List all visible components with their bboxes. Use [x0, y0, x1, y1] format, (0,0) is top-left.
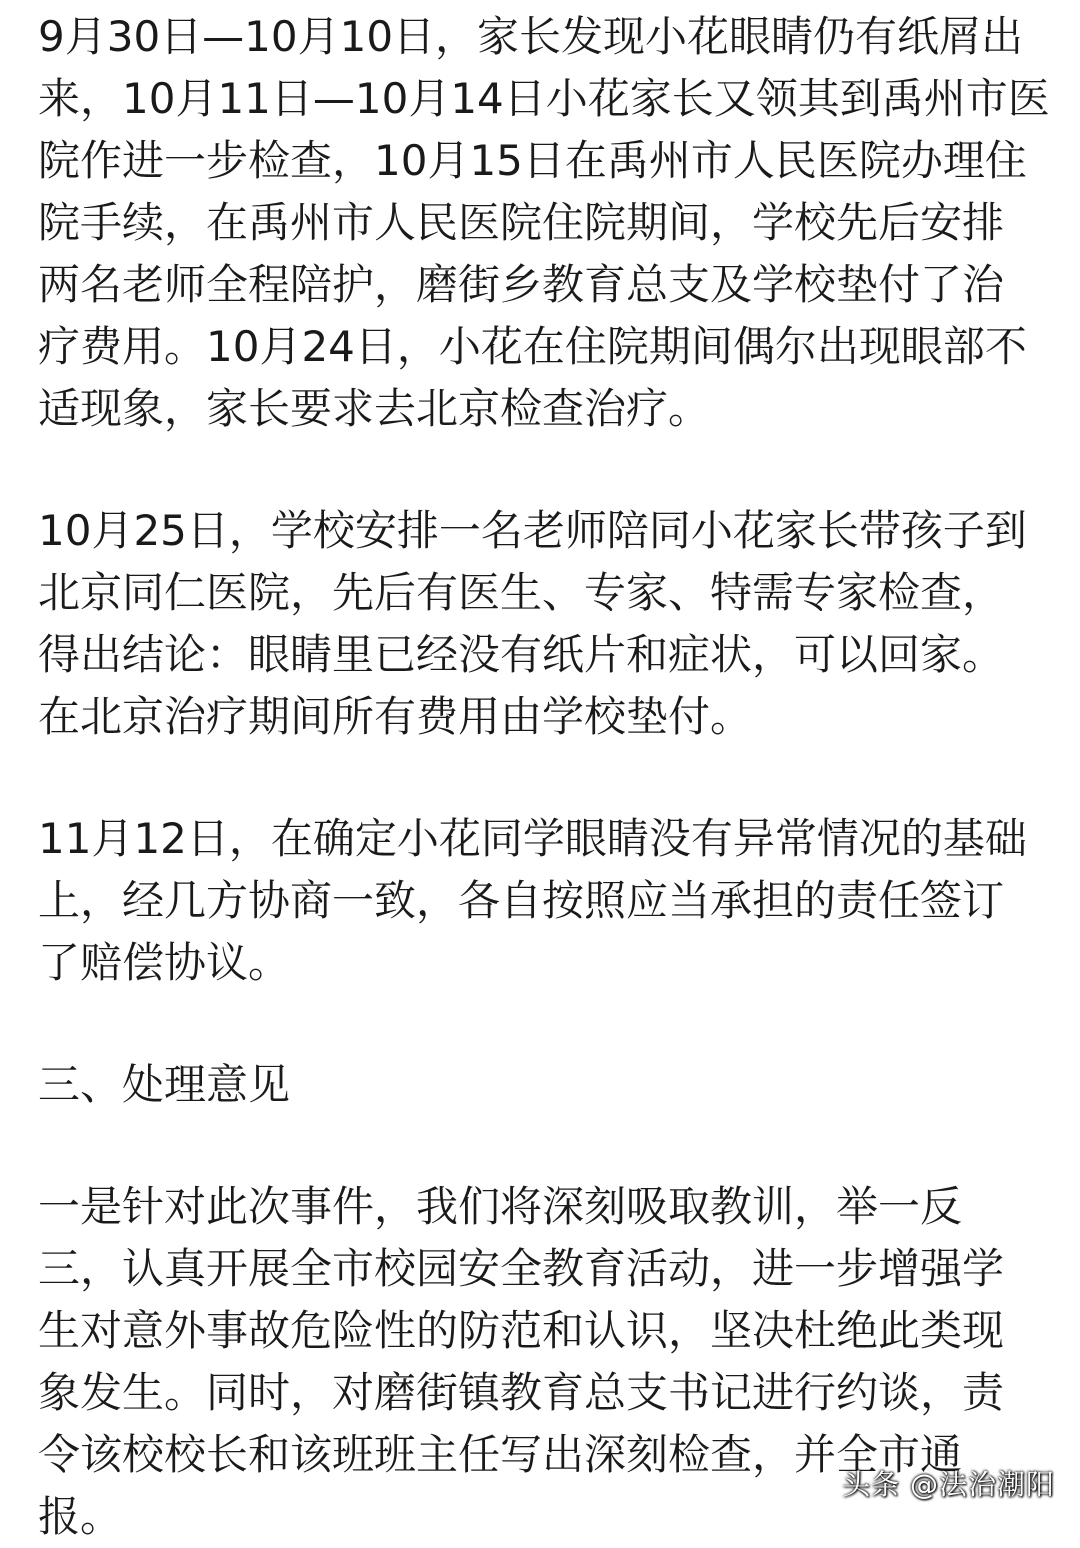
text-line: 9月30日—10月10日，家长发现小花眼睛仍有纸屑出 [38, 12, 1024, 61]
text-line: 报。 [38, 1492, 123, 1541]
text-line: 象发生。同时，对磨街镇教育总支书记进行约谈，责 [38, 1368, 1005, 1417]
text-line: 两名老师全程陪护，磨街乡教育总支及学校垫付了治 [38, 260, 1005, 309]
text-line: 疗费用。10月24日，小花在住院期间偶尔出现眼部不 [38, 322, 1027, 371]
text-line: 院手续，在禹州市人民医院住院期间，学校先后安排 [38, 198, 1005, 247]
text-line: 三，认真开展全市校园安全教育活动，进一步增强学 [38, 1244, 1005, 1293]
paragraph-beijing-visit [38, 500, 1048, 748]
text-line: 适现象，家长要求去北京检查治疗。 [38, 384, 711, 433]
text-line: 院作进一步检查，10月15日在禹州市人民医院办理住 [38, 136, 1027, 185]
text-line: 北京同仁医院，先后有医生、专家、特需专家检查， [38, 568, 1005, 617]
text-line: 了赔偿协议。 [38, 938, 291, 987]
text-line: 令该校校长和该班班主任写出深刻检查，并全市通 [38, 1430, 963, 1479]
text-line: 11月12日，在确定小花同学眼睛没有异常情况的基础 [38, 814, 1027, 863]
paragraph-compensation [38, 808, 1048, 994]
paragraph-hospital-treatment [38, 6, 1048, 440]
text-line: 上，经几方协商一致，各自按照应当承担的责任签订 [38, 876, 1005, 925]
watermark: 头条 @法治潮阳 [842, 1468, 1055, 1501]
article-body [38, 0, 1048, 1548]
section-heading [38, 1054, 1048, 1116]
text-line: 在北京治疗期间所有费用由学校垫付。 [38, 692, 753, 741]
text-line: 10月25日，学校安排一名老师陪同小花家长带孩子到 [38, 506, 1027, 555]
text-line: 来，10月11日—10月14日小花家长又领其到禹州市医 [38, 74, 1050, 123]
text-line: 生对意外事故危险性的防范和认识，坚决杜绝此类现 [38, 1306, 1005, 1355]
heading-text: 三、处理意见 [38, 1060, 291, 1109]
text-line: 得出结论：眼睛里已经没有纸片和症状，可以回家。 [38, 630, 1005, 679]
text-line: 一是针对此次事件，我们将深刻吸取教训，举一反 [38, 1182, 963, 1231]
